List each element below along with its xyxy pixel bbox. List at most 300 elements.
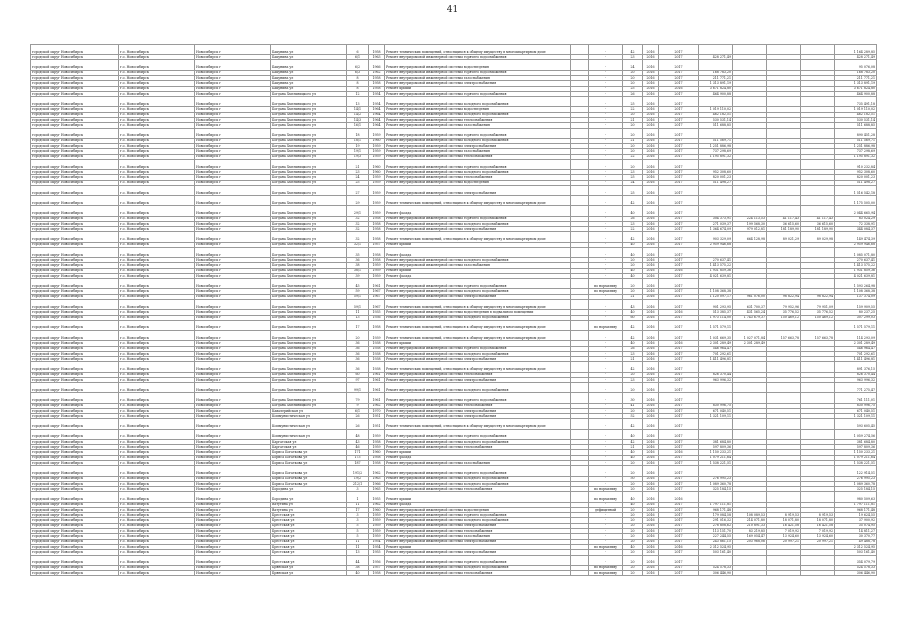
cell-norm: - xyxy=(589,86,623,91)
cell-cost-total: 1 413 575,22 xyxy=(699,263,733,268)
cell-settlement: Новосибирск г xyxy=(195,445,271,450)
cell-district: г.о. Новосибирск xyxy=(119,529,195,534)
cell-street: Бакунина ул xyxy=(271,70,347,75)
cell-municipality: городской округ Новосибирск xyxy=(31,315,119,320)
cell-cost-region xyxy=(767,185,801,195)
cell-work-type: Ремонт внутридомовой инженерной системы теплоснабжения xyxy=(385,117,571,122)
cell-settlement: Новосибирск г xyxy=(195,414,271,419)
cell-street: Богдана Хмельницкого ул xyxy=(271,159,347,169)
cell-norm: - xyxy=(589,242,623,247)
cell-settlement: Новосибирск г xyxy=(195,154,271,159)
cell-district: г.о. Новосибирск xyxy=(119,170,195,175)
cell-norm: - xyxy=(589,513,623,518)
cell-district: г.о. Новосибирск xyxy=(119,492,195,502)
cell-house-number: 35 xyxy=(347,247,369,257)
cell-year-start: 2016 xyxy=(643,341,659,346)
cell-work-type: Ремонт крыши xyxy=(385,341,571,346)
table-row xyxy=(31,300,877,310)
cell-cost-total: 1 089 360,78 xyxy=(699,481,733,486)
cell-district: г.о. Новосибирск xyxy=(119,45,195,55)
cell-street: Богдана Хмельницкого ул xyxy=(271,331,347,341)
cell-work-type: Ремонт крыши xyxy=(385,268,571,273)
cell-build-year: 1962 xyxy=(369,466,385,476)
cell-year-end: 2017 xyxy=(659,247,699,257)
cell-cost-fund: 108 089,53 xyxy=(733,513,767,518)
cell-municipality: городской округ Новосибирск xyxy=(31,513,119,518)
cell-year-end: 2017 xyxy=(659,461,699,466)
cell-norm: - xyxy=(589,529,623,534)
cell-year-end: 2017 xyxy=(659,274,699,279)
cell-house-number: 36 xyxy=(347,351,369,356)
cell-year-start: 2016 xyxy=(643,300,659,310)
cell-cost-owners: 137 374,09 xyxy=(835,294,877,299)
cell-cost-city: 157 663,78 xyxy=(801,331,835,341)
cell-district: г.о. Новосибирск xyxy=(119,274,195,279)
cell-build-year: 1963 xyxy=(369,476,385,481)
cell-work-type: Ремонт внутридомовой инженерной системы газоснабжения xyxy=(385,123,571,128)
cell-cost-total xyxy=(699,196,733,206)
cell-lifetime: 20 xyxy=(623,513,643,518)
cell-norm: - xyxy=(589,429,623,439)
cell-cost-total: 826 370,44 xyxy=(699,372,733,377)
cell-street: Богдана Хмельницкого ул xyxy=(271,107,347,112)
cell-municipality: городской округ Новосибирск xyxy=(31,393,119,403)
cell-municipality: городской округ Новосибирск xyxy=(31,466,119,476)
cell-cost-total: 270 637,41 xyxy=(699,258,733,263)
cell-house-number: 20 xyxy=(347,331,369,341)
cell-street: Брестская ул xyxy=(271,550,347,555)
cell-year-start: 2016 xyxy=(643,196,659,206)
cell-cost-region: 150 469,12 xyxy=(767,315,801,320)
cell-lifetime: 40 xyxy=(623,310,643,315)
cell-settlement: Новосибирск г xyxy=(195,227,271,232)
cell-year-end: 2017 xyxy=(659,523,699,528)
cell-district: г.о. Новосибирск xyxy=(119,144,195,149)
cell-lifetime: 40 xyxy=(623,341,643,346)
cell-street: Богдана Хмельницкого ул xyxy=(271,206,347,216)
cell-settlement: Новосибирск г xyxy=(195,258,271,263)
cell-lifetime: 42 xyxy=(623,232,643,242)
cell-street: Брянская ул xyxy=(271,571,347,576)
cell-cost-fund: 199 568,30 xyxy=(733,221,767,226)
cell-cost-owners: 1 538 221,51 xyxy=(835,461,877,466)
cell-year-end: 2017 xyxy=(659,555,699,565)
cell-municipality: городской округ Новосибирск xyxy=(31,331,119,341)
cell-build-year: 1958 xyxy=(369,227,385,232)
cell-municipality: городской округ Новосибирск xyxy=(31,279,119,289)
cell-year-start: 2016 xyxy=(643,91,659,96)
cell-cost-total: 211 771,21 xyxy=(699,75,733,80)
cell-street: Бориса Богаткова ул xyxy=(271,461,347,466)
cell-house-number: 59/1 xyxy=(347,294,369,299)
cell-cost-owners: 735 491,18 xyxy=(835,97,877,107)
cell-lifetime: 40 xyxy=(623,502,643,507)
cell-settlement: Новосибирск г xyxy=(195,513,271,518)
cell-lifetime: 30 xyxy=(623,393,643,403)
cell-build-year: 1951 xyxy=(369,419,385,429)
cell-municipality: городской округ Новосибирск xyxy=(31,75,119,80)
cell-municipality: городской округ Новосибирск xyxy=(31,81,119,86)
cell-cost-total: 737 298,69 xyxy=(699,149,733,154)
cell-build-year: 1963 xyxy=(369,55,385,60)
cell-street: Ватутина ул xyxy=(271,502,347,507)
cell-lifetime: 20 xyxy=(623,123,643,128)
cell-work-type: Ремонт внутридомовой инженерной системы водоотведения xyxy=(385,107,571,112)
cell-street: Богдана Хмельницкого ул xyxy=(271,315,347,320)
cell-cost-owners: 1 108 368,38 xyxy=(835,289,877,294)
cell-year-start: 2016 xyxy=(643,362,659,372)
cell-year-end: 2017 xyxy=(659,60,699,70)
cell-house-number: 97 xyxy=(347,377,369,382)
cell-cost-total: 278 808,62 xyxy=(699,523,733,528)
cell-cost-owners: 1 251 886,98 xyxy=(835,144,877,149)
cell-work-type: Ремонт внутридомовой инженерной системы газоснабжения xyxy=(385,534,571,539)
cell-blank xyxy=(571,466,589,476)
cell-lifetime: 21 xyxy=(623,357,643,362)
cell-cost-total: 271 039,37 xyxy=(699,221,733,226)
cell-build-year: 1959 xyxy=(369,518,385,523)
cell-norm: - xyxy=(589,383,623,393)
cell-cost-city xyxy=(801,159,835,169)
cell-year-start: 2016 xyxy=(643,263,659,268)
cell-year-start: 2016 xyxy=(643,149,659,154)
cell-district: г.о. Новосибирск xyxy=(119,242,195,247)
cell-district: г.о. Новосибирск xyxy=(119,310,195,315)
cell-cost-total: 2 959 946,68 xyxy=(699,242,733,247)
cell-year-start: 2016 xyxy=(643,403,659,408)
cell-district: г.о. Новосибирск xyxy=(119,357,195,362)
cell-house-number: 18 xyxy=(347,128,369,138)
cell-municipality: городской округ Новосибирск xyxy=(31,60,119,70)
cell-cost-region xyxy=(767,279,801,289)
cell-build-year: 1967 xyxy=(369,300,385,310)
cell-cost-total: 381 684,80 xyxy=(699,439,733,444)
cell-street: Бакунина ул xyxy=(271,81,347,86)
cell-house-number: 191/2 xyxy=(347,466,369,476)
cell-cost-owners: 826 370,44 xyxy=(835,372,877,377)
cell-street: Богдана Хмельницкого ул xyxy=(271,170,347,175)
cell-lifetime: 20 xyxy=(623,70,643,75)
cell-work-type: Ремонт внутридомовой инженерной системы горячего водоснабжения xyxy=(385,128,571,138)
cell-lifetime: 20 xyxy=(623,550,643,555)
cell-build-year: 1958 xyxy=(369,439,385,444)
cell-year-start: 2016 xyxy=(643,565,659,570)
cell-cost-owners: 1 593 264,98 xyxy=(835,279,877,289)
cell-cost-fund: 1 027 071,84 xyxy=(733,331,767,341)
cell-lifetime: 40 xyxy=(623,274,643,279)
cell-house-number: 6 xyxy=(347,45,369,55)
cell-cost-total: 901 293,95 xyxy=(699,300,733,310)
cell-district: г.о. Новосибирск xyxy=(119,227,195,232)
cell-build-year: 1960 xyxy=(369,159,385,169)
cell-build-year: 1958 xyxy=(369,86,385,91)
cell-norm: по нормативу xyxy=(589,279,623,289)
cell-street: Богдана Хмельницкого ул xyxy=(271,138,347,143)
cell-work-type: Ремонт внутридомовой инженерной системы электроснабжения xyxy=(385,144,571,149)
cell-work-type: Ремонт внутридомовой инженерной системы горячего водоснабжения xyxy=(385,555,571,565)
cell-cost-total: 276 995,23 xyxy=(699,476,733,481)
cell-lifetime: 20 xyxy=(623,279,643,289)
cell-lifetime: 20 xyxy=(623,81,643,86)
cell-norm: - xyxy=(589,196,623,206)
cell-norm: - xyxy=(589,310,623,315)
cell-cost-region xyxy=(767,206,801,216)
cell-cost-owners: 2 301 289,49 xyxy=(835,341,877,346)
cell-year-end: 2016 xyxy=(659,310,699,315)
cell-district: г.о. Новосибирск xyxy=(119,258,195,263)
cell-year-end: 2016 xyxy=(659,268,699,273)
cell-street: Богдана Хмельницкого ул xyxy=(271,149,347,154)
cell-house-number: 18/1 xyxy=(347,138,369,143)
cell-district: г.о. Новосибирск xyxy=(119,544,195,549)
cell-cost-fund xyxy=(733,206,767,216)
cell-year-start: 2016 xyxy=(643,232,659,242)
cell-lifetime: 24 xyxy=(623,180,643,185)
cell-year-end: 2016 xyxy=(659,450,699,455)
cell-year-start: 2016 xyxy=(643,455,659,460)
cell-street: Бориса Богаткова ул xyxy=(271,466,347,476)
cell-settlement: Новосибирск г xyxy=(195,571,271,576)
cell-lifetime: 20 xyxy=(623,408,643,413)
cell-work-type: Ремонт внутридомовой инженерной системы теплоснабжения xyxy=(385,372,571,377)
cell-cost-owners: 980 509,63 xyxy=(835,492,877,502)
cell-settlement: Новосибирск г xyxy=(195,372,271,377)
table-row xyxy=(31,331,877,341)
cell-build-year: 1938 xyxy=(369,341,385,346)
cell-cost-fund: 224 113,53 xyxy=(733,216,767,221)
cell-work-type: Ремонт внутридомовой инженерной системы водоотведения xyxy=(385,180,571,185)
cell-street: Брянская ул xyxy=(271,565,347,570)
cell-district: г.о. Новосибирск xyxy=(119,154,195,159)
cell-cost-total xyxy=(699,383,733,393)
cell-cost-city xyxy=(801,60,835,70)
cell-year-end: 2017 xyxy=(659,128,699,138)
cell-year-start: 2016 xyxy=(643,274,659,279)
cell-cost-total: 963 996,32 xyxy=(699,377,733,382)
cell-cost-city: 150 469,12 xyxy=(801,315,835,320)
cell-year-start: 2016 xyxy=(643,45,659,55)
cell-norm: - xyxy=(589,445,623,450)
cell-lifetime: 20 xyxy=(623,534,643,539)
cell-norm: - xyxy=(589,523,623,528)
cell-year-end: 2017 xyxy=(659,377,699,382)
cell-municipality: городской округ Новосибирск xyxy=(31,439,119,444)
cell-year-start: 2016 xyxy=(643,60,659,70)
cell-work-type: Ремонт внутридомовой инженерной системы электроснабжения xyxy=(385,523,571,528)
cell-year-end: 2017 xyxy=(659,154,699,159)
cell-norm: дефицитный xyxy=(589,507,623,512)
cell-build-year: 1957 xyxy=(369,242,385,247)
cell-blank xyxy=(571,206,589,216)
cell-house-number: 43 xyxy=(347,439,369,444)
cell-lifetime: 21 xyxy=(623,445,643,450)
cell-cost-fund xyxy=(733,466,767,476)
cell-work-type: Ремонт внутридомовой инженерной системы газоснабжения xyxy=(385,75,571,80)
cell-municipality: городской округ Новосибирск xyxy=(31,571,119,576)
cell-house-number: 6/2 xyxy=(347,60,369,70)
cell-house-number: 45 xyxy=(347,279,369,289)
cell-cost-city xyxy=(801,247,835,257)
cell-municipality: городской округ Новосибирск xyxy=(31,180,119,185)
cell-street: Богдана Хмельницкого ул xyxy=(271,274,347,279)
cell-district: г.о. Новосибирск xyxy=(119,216,195,221)
cell-norm: - xyxy=(589,341,623,346)
cell-municipality: городской округ Новосибирск xyxy=(31,86,119,91)
cell-build-year: 1961 xyxy=(369,377,385,382)
cell-cost-owners: 1 313 891,19 xyxy=(835,81,877,86)
cell-lifetime: 41 xyxy=(623,403,643,408)
cell-work-type: Ремонт внутридомовой инженерной системы электроснабжения xyxy=(385,408,571,413)
cell-cost-total xyxy=(699,185,733,195)
cell-cost-owners: 968 171,48 xyxy=(835,507,877,512)
cell-street: Богдана Хмельницкого ул xyxy=(271,144,347,149)
cell-lifetime: 22 xyxy=(623,227,643,232)
cell-build-year: 1939 xyxy=(369,331,385,341)
cell-cost-owners: 2 312 524,95 xyxy=(835,544,877,549)
cell-cost-total: 1 195 891,32 xyxy=(699,154,733,159)
cell-municipality: городской округ Новосибирск xyxy=(31,232,119,242)
cell-street: Богдана Хмельницкого ул xyxy=(271,221,347,226)
cell-year-start: 2016 xyxy=(643,70,659,75)
cell-work-type: Ремонт внутридомовой инженерной системы водоотведения xyxy=(385,60,571,70)
cell-year-start: 2016 xyxy=(643,393,659,403)
cell-blank xyxy=(571,185,589,195)
table-row xyxy=(31,362,877,372)
cell-year-end: 2017 xyxy=(659,232,699,242)
cell-street: Бородина ул xyxy=(271,487,347,492)
cell-cost-city xyxy=(801,555,835,565)
cell-municipality: городской округ Новосибирск xyxy=(31,242,119,247)
cell-work-type: Ремонт внутридомовой инженерной системы электроснабжения xyxy=(385,81,571,86)
cell-cost-total: 701 292,61 xyxy=(699,351,733,356)
cell-year-end: 2017 xyxy=(659,445,699,450)
cell-cost-city: 13 924,60 xyxy=(801,534,835,539)
cell-cost-total: 2 312 524,95 xyxy=(699,544,733,549)
cell-cost-owners: 14 811,27 xyxy=(835,529,877,534)
cell-street: Богдана Хмельницкого ул xyxy=(271,377,347,382)
cell-house-number: 23 xyxy=(347,170,369,175)
cell-house-number: 19/1 xyxy=(347,149,369,154)
cell-house-number: 19 xyxy=(347,144,369,149)
cell-cost-owners: 49 488,78 xyxy=(835,539,877,544)
cell-cost-region xyxy=(767,45,801,55)
cell-district: г.о. Новосибирск xyxy=(119,180,195,185)
cell-build-year: 1958 xyxy=(369,571,385,576)
cell-cost-city: 20 997,21 xyxy=(801,539,835,544)
repair-program-table-container xyxy=(30,44,876,576)
cell-norm: - xyxy=(589,107,623,112)
cell-municipality: городской округ Новосибирск xyxy=(31,565,119,570)
cell-house-number: 14/2 xyxy=(347,112,369,117)
cell-settlement: Новосибирск г xyxy=(195,263,271,268)
cell-municipality: городской округ Новосибирск xyxy=(31,138,119,143)
cell-cost-total xyxy=(699,492,733,502)
cell-lifetime: 40 xyxy=(623,247,643,257)
cell-cost-total: 3 671 824,80 xyxy=(699,86,733,91)
cell-district: г.о. Новосибирск xyxy=(119,97,195,107)
cell-district: г.о. Новосибирск xyxy=(119,346,195,351)
cell-cost-fund: 1 743 679,37 xyxy=(733,315,767,320)
cell-build-year: 1959 xyxy=(369,274,385,279)
cell-cost-owners: 307 299,03 xyxy=(835,315,877,320)
cell-municipality: городской округ Новосибирск xyxy=(31,523,119,528)
cell-settlement: Новосибирск г xyxy=(195,242,271,247)
cell-norm: - xyxy=(589,70,623,75)
cell-municipality: городской округ Новосибирск xyxy=(31,70,119,75)
cell-build-year: 1959 xyxy=(369,154,385,159)
cell-district: г.о. Новосибирск xyxy=(119,320,195,330)
cell-municipality: городской округ Новосибирск xyxy=(31,445,119,450)
cell-street: Бородина ул xyxy=(271,492,347,502)
cell-lifetime: 20 xyxy=(623,523,643,528)
cell-work-type: Ремонт внутридомовой инженерной системы газоснабжения xyxy=(385,461,571,466)
cell-cost-total: 1 411 496,81 xyxy=(699,357,733,362)
cell-house-number: 13 xyxy=(347,550,369,555)
cell-street: Богдана Хмельницкого ул xyxy=(271,117,347,122)
cell-settlement: Новосибирск г xyxy=(195,550,271,555)
cell-cost-total xyxy=(699,555,733,565)
cell-year-start: 2016 xyxy=(643,175,659,180)
cell-cost-owners: 37 900,92 xyxy=(835,518,877,523)
cell-lifetime: 60 xyxy=(623,315,643,320)
cell-house-number: 8 xyxy=(347,86,369,91)
cell-year-end: 2017 xyxy=(659,403,699,408)
cell-build-year: 1966 xyxy=(369,60,385,70)
cell-blank xyxy=(571,45,589,55)
cell-year-start: 2016 xyxy=(643,320,659,330)
cell-cost-fund: 203 968,06 xyxy=(733,539,767,544)
cell-cost-owners: 891 376,15 xyxy=(835,362,877,372)
table-row xyxy=(31,571,877,576)
cell-district: г.о. Новосибирск xyxy=(119,403,195,408)
cell-cost-total: 1 108 368,38 xyxy=(699,289,733,294)
cell-cost-owners: 1 079 211,64 xyxy=(835,455,877,460)
cell-work-type: Ремонт внутридомовой инженерной системы теплоснабжения xyxy=(385,529,571,534)
cell-municipality: городской округ Новосибирск xyxy=(31,502,119,507)
cell-lifetime: 20 xyxy=(623,144,643,149)
cell-settlement: Новосибирск г xyxy=(195,476,271,481)
cell-cost-owners: 35 074,95 xyxy=(835,523,877,528)
cell-municipality: городской округ Новосибирск xyxy=(31,144,119,149)
cell-norm: - xyxy=(589,45,623,55)
cell-municipality: городской округ Новосибирск xyxy=(31,117,119,122)
cell-municipality: городской округ Новосибирск xyxy=(31,310,119,315)
cell-settlement: Новосибирск г xyxy=(195,555,271,565)
cell-cost-city xyxy=(801,429,835,439)
cell-year-end: 2017 xyxy=(659,196,699,206)
cell-settlement: Новосибирск г xyxy=(195,289,271,294)
cell-year-start: 2016 xyxy=(643,487,659,492)
cell-municipality: городской округ Новосибирск xyxy=(31,351,119,356)
cell-street: Брестская ул xyxy=(271,529,347,534)
cell-build-year: 1958 xyxy=(369,221,385,226)
cell-norm: - xyxy=(589,97,623,107)
cell-municipality: городской округ Новосибирск xyxy=(31,123,119,128)
cell-lifetime: 20 xyxy=(623,112,643,117)
cell-street: Богдана Хмельницкого ул xyxy=(271,279,347,289)
cell-cost-fund xyxy=(733,185,767,195)
cell-year-end: 2017 xyxy=(659,294,699,299)
cell-blank xyxy=(571,60,589,70)
cell-district: г.о. Новосибирск xyxy=(119,523,195,528)
cell-cost-owners: 325 184,15 xyxy=(835,487,877,492)
cell-settlement: Новосибирск г xyxy=(195,75,271,80)
cell-build-year: 1959 xyxy=(369,196,385,206)
table-row xyxy=(31,320,877,330)
cell-street: Богдана Хмельницкого ул xyxy=(271,123,347,128)
cell-lifetime: 26 xyxy=(623,216,643,221)
cell-house-number: 6/3 xyxy=(347,70,369,75)
